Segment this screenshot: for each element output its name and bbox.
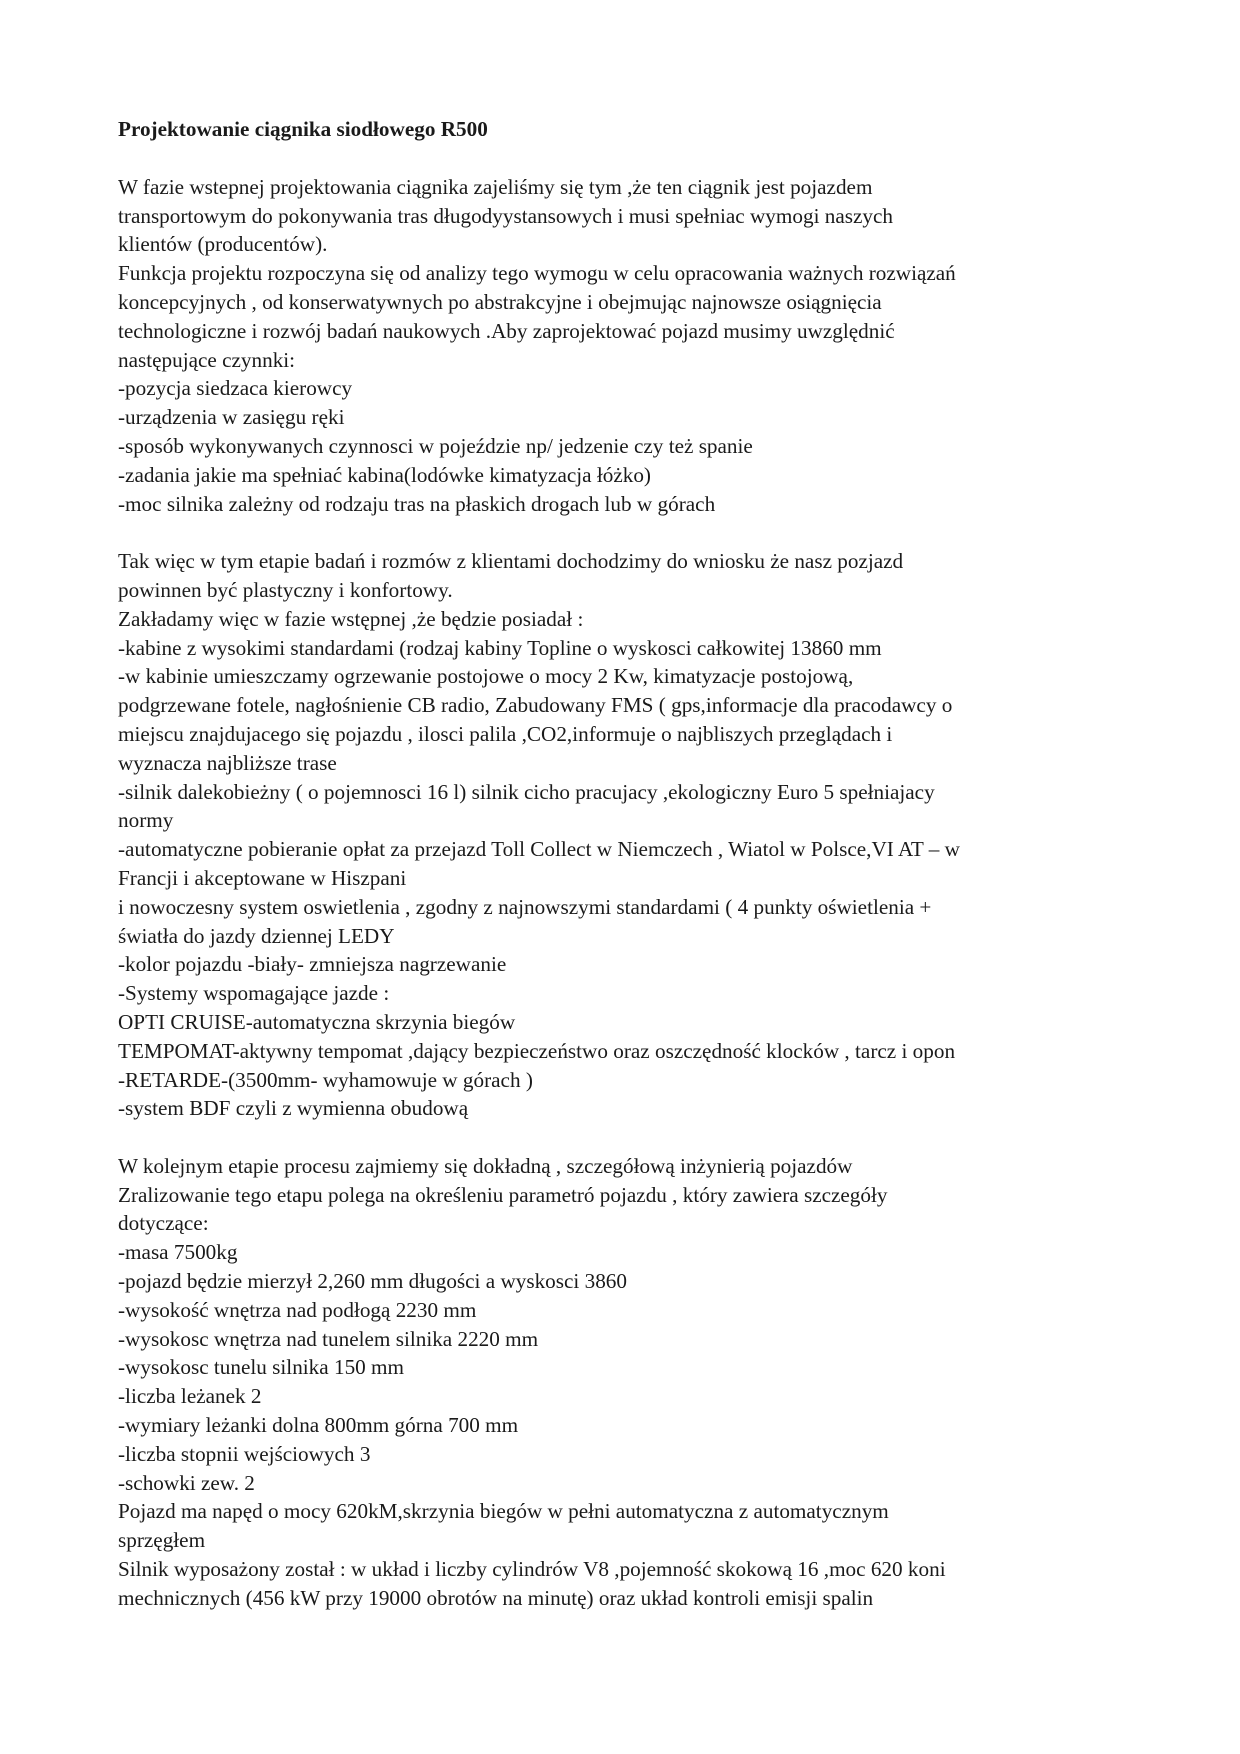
text-line: Zakładamy więc w fazie wstępnej ,że będzie posiadał : xyxy=(118,606,584,631)
text-line: -pojazd będzie mierzył 2,260 mm długości a wyskosci 3860 xyxy=(118,1269,627,1294)
text-line: -Systemy wspomagające jazde : xyxy=(118,981,390,1006)
text-line: OPTI CRUISE-automatyczna skrzynia biegów xyxy=(118,1009,516,1034)
text-line: podgrzewane fotele, nagłośnienie CB radio, Zabudowany FMS ( gps,informacje dla pracodawcy o xyxy=(118,693,953,718)
text-line: -silnik dalekobieżny ( o pojemnosci 16 l) silnik cicho pracujacy ,ekologiczny Euro 5 spełniajacy xyxy=(118,779,935,804)
text-line: technologiczne i rozwój badań naukowych .Aby zaprojektować pojazd musimy uwzględnić xyxy=(118,318,895,343)
text-line: transportowym do pokonywania tras długodyystansowych i musi spełniac wymogi naszych xyxy=(118,203,893,228)
text-line: -urządzenia w zasięgu ręki xyxy=(118,405,345,430)
text-line: Silnik wyposażony został : w układ i liczby cylindrów V8 ,pojemność skokową 16 ,moc 620 koni xyxy=(118,1557,946,1582)
text-line: -RETARDE-(3500mm- wyhamowuje w górach ) xyxy=(118,1067,533,1092)
text-line: klientów (producentów). xyxy=(118,232,328,257)
text-line: -zadania jakie ma spełniać kabina(lodówke kimatyzacja łóżko) xyxy=(118,462,651,487)
text-line: TEMPOMAT-aktywny tempomat ,dający bezpieczeństwo oraz oszczędność klocków , tarcz i opon xyxy=(118,1038,956,1063)
text-line: Pojazd ma napęd o mocy 620kM,skrzynia biegów w pełni automatyczna z automatycznym xyxy=(118,1499,889,1524)
text-line: Zralizowanie tego etapu polega na określeniu parametró pojazdu , który zawiera szczegóły xyxy=(118,1182,888,1207)
text-line: -wysokosc wnętrza nad tunelem silnika 2220 mm xyxy=(118,1326,539,1351)
text-line: -w kabinie umieszczamy ogrzewanie postojowe o mocy 2 Kw, kimatyzacje postojową, xyxy=(118,664,854,689)
text-line: -masa 7500kg xyxy=(118,1240,238,1265)
text-line: -schowki zew. 2 xyxy=(118,1470,255,1495)
text-line: sprzęgłem xyxy=(118,1528,206,1553)
text-line: -liczba leżanek 2 xyxy=(118,1384,262,1409)
document-body xyxy=(118,173,1128,1613)
text-line: mechnicznych (456 kW przy 19000 obrotów na minutę) oraz układ kontroli emisji spalin xyxy=(118,1585,874,1610)
document-title: Projektowanie ciągnika siodłowego R500 xyxy=(118,117,488,141)
text-line: powinnen być plastyczny i konfortowy. xyxy=(118,577,453,602)
text-line: Tak więc w tym etapie badań i rozmów z klientami dochodzimy do wniosku że nasz pozjazd xyxy=(118,549,904,574)
text-line: wyznacza najbliższe trase xyxy=(118,750,337,775)
paragraph-gap xyxy=(118,518,1128,547)
text-line: -kolor pojazdu -biały- zmniejsza nagrzewanie xyxy=(118,952,507,977)
text-line: Funkcja projektu rozpoczyna się od analizy tego wymogu w celu opracowania ważnych rozwiązań xyxy=(118,261,956,286)
paragraph-gap xyxy=(118,1123,1128,1152)
text-line: -moc silnika zależny od rodzaju tras na płaskich drogach lub w górach xyxy=(118,491,716,516)
text-line: W kolejnym etapie procesu zajmiemy się dokładną , szczegółową inżynierią pojazdów xyxy=(118,1153,853,1178)
text-line: miejscu znajdujacego się pojazdu , ilosci palila ,CO2,informuje o najbliszych przeglądach i xyxy=(118,721,893,746)
text-line: i nowoczesny system oswietlenia , zgodny z najnowszymi standardami ( 4 punkty oświetlenia + xyxy=(118,894,932,919)
text-line: -pozycja siedzaca kierowcy xyxy=(118,376,353,401)
text-line: -wysokość wnętrza nad podłogą 2230 mm xyxy=(118,1297,477,1322)
text-line: następujące czynnki: xyxy=(118,347,296,372)
text-line: -wymiary leżanki dolna 800mm górna 700 mm xyxy=(118,1413,519,1438)
text-line: światła do jazdy dziennej LEDY xyxy=(118,923,395,948)
text-line: Francji i akceptowane w Hiszpani xyxy=(118,865,407,890)
text-line: -liczba stopnii wejściowych 3 xyxy=(118,1441,371,1466)
text-line: -sposób wykonywanych czynnosci w pojeździe np/ jedzenie czy też spanie xyxy=(118,433,753,458)
text-line: dotyczące: xyxy=(118,1211,209,1236)
text-line: -automatyczne pobieranie opłat za przejazd Toll Collect w Niemczech , Wiatol w Polsce,VI AT – w xyxy=(118,837,960,862)
text-line: normy xyxy=(118,808,174,833)
text-line: koncepcyjnych , od konserwatywnych po abstrakcyjne i obejmując najnowsze osiągnięcia xyxy=(118,289,882,314)
text-line: W fazie wstepnej projektowania ciągnika zajeliśmy się tym ,że ten ciągnik jest pojazdem xyxy=(118,174,873,199)
document-page xyxy=(118,115,1128,1613)
text-line: -system BDF czyli z wymienna obudową xyxy=(118,1096,469,1121)
text-line: -wysokosc tunelu silnika 150 mm xyxy=(118,1355,405,1380)
text-line: -kabine z wysokimi standardami (rodzaj kabiny Topline o wyskosci całkowitej 13860 mm xyxy=(118,635,882,660)
